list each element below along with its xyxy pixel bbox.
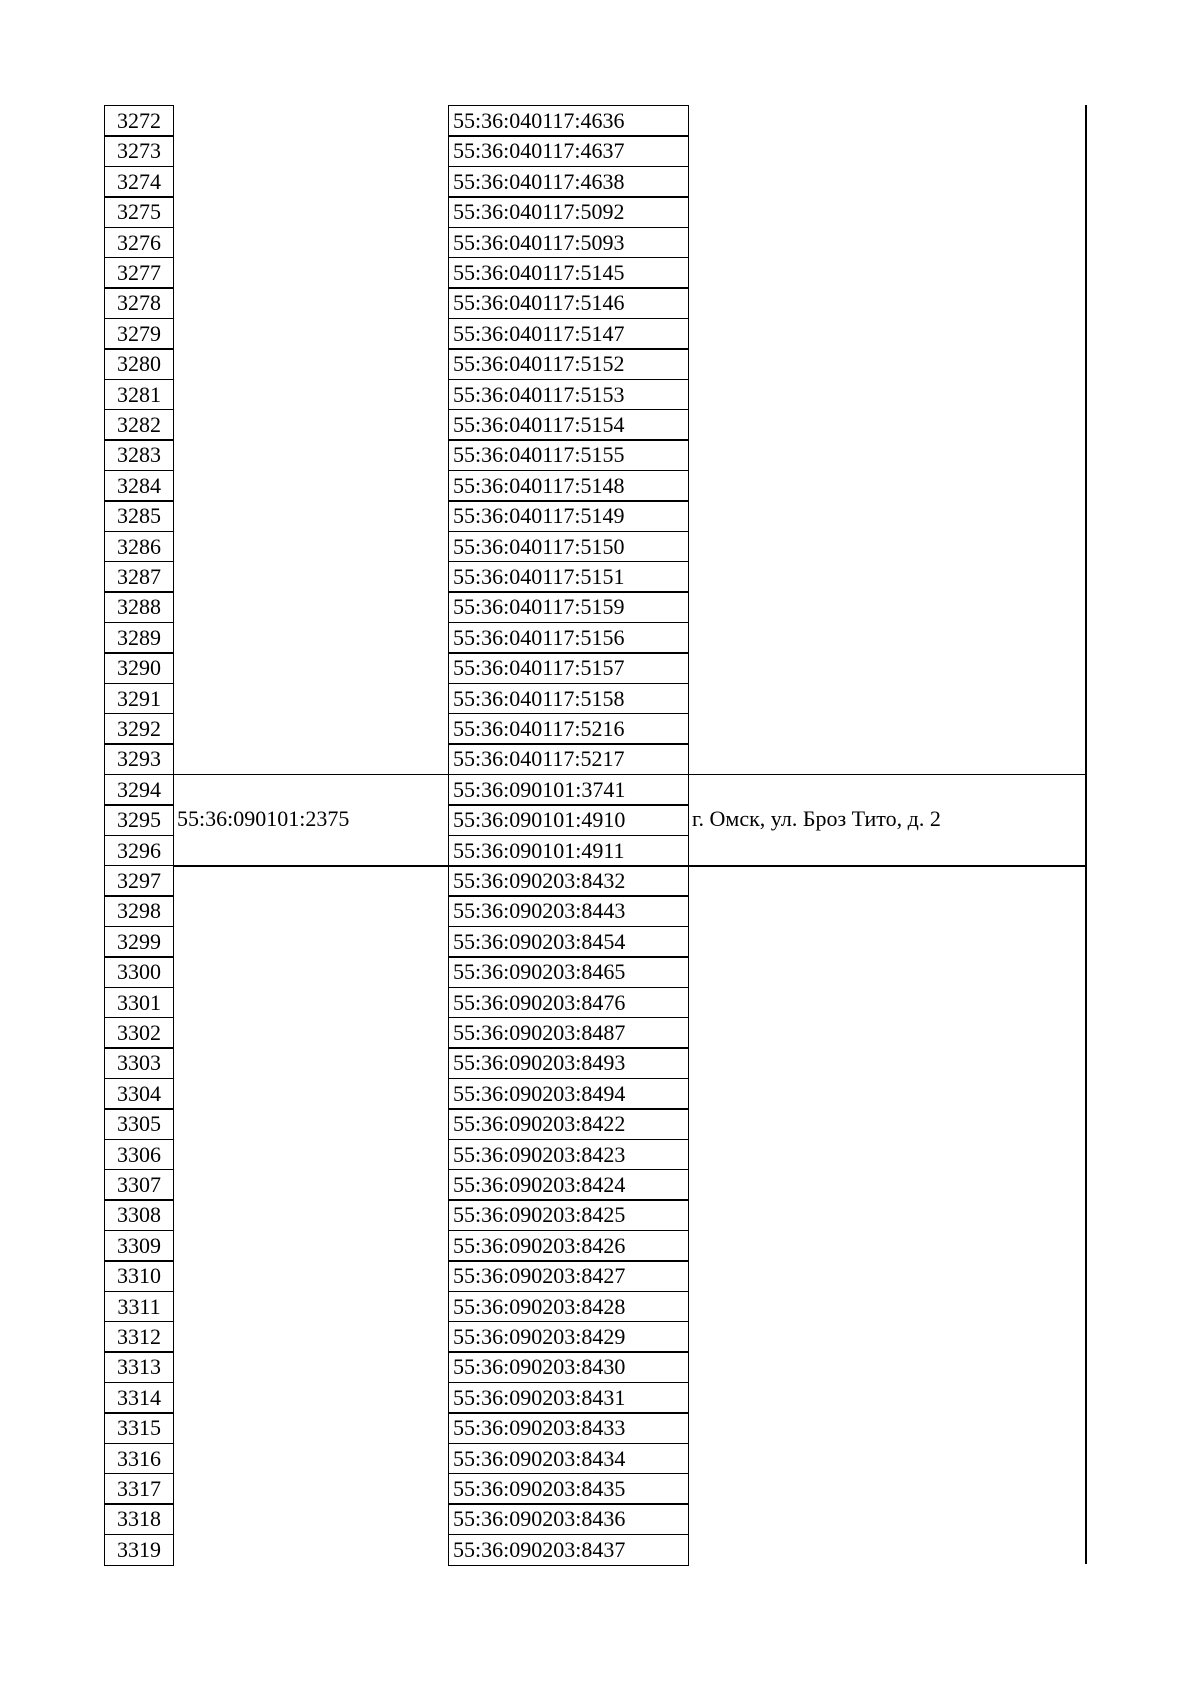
row-number-cell: 3288 [104, 591, 174, 623]
cadastral-number-cell: 55:36:090203:8425 [448, 1199, 689, 1231]
cadastral-number-cell: 55:36:090203:8437 [448, 1534, 689, 1566]
row-number-cell: 3317 [104, 1473, 174, 1505]
cadastral-number-cell: 55:36:090203:8494 [448, 1078, 689, 1110]
cadastral-number-cell: 55:36:040117:5157 [448, 652, 689, 684]
cadastral-number-cell: 55:36:090203:8428 [448, 1291, 689, 1323]
cadastral-number-cell: 55:36:090203:8432 [448, 865, 689, 897]
cadastral-number-cell: 55:36:090203:8427 [448, 1260, 689, 1292]
row-number-cell: 3301 [104, 987, 174, 1019]
row-number-cell: 3275 [104, 196, 174, 228]
row-number-cell: 3313 [104, 1351, 174, 1383]
row-number-cell: 3276 [104, 227, 174, 259]
cadastral-number-cell: 55:36:040117:5155 [448, 439, 689, 471]
row-number-cell: 3286 [104, 531, 174, 563]
cadastral-number-cell: 55:36:090203:8423 [448, 1139, 689, 1171]
cadastral-number-cell: 55:36:040117:4636 [448, 105, 689, 137]
row-number-cell: 3298 [104, 895, 174, 927]
cadastral-number-cell: 55:36:040117:5092 [448, 196, 689, 228]
cadastral-number-cell: 55:36:090203:8422 [448, 1108, 689, 1140]
row-number-cell: 3296 [104, 835, 174, 867]
row-number-cell: 3293 [104, 743, 174, 775]
row-number-cell: 3306 [104, 1139, 174, 1171]
row-number-cell: 3274 [104, 166, 174, 198]
row-number-cell: 3292 [104, 713, 174, 745]
cadastral-number-cell: 55:36:040117:5147 [448, 318, 689, 350]
cadastral-number-cell: 55:36:040117:5150 [448, 531, 689, 563]
cadastral-number-cell: 55:36:090203:8435 [448, 1473, 689, 1505]
row-number-cell: 3287 [104, 561, 174, 593]
row-number-cell: 3308 [104, 1199, 174, 1231]
cadastral-number-cell: 55:36:040117:5154 [448, 409, 689, 441]
row-number-cell: 3302 [104, 1017, 174, 1049]
row-number-cell: 3273 [104, 135, 174, 167]
row-number-cell: 3314 [104, 1382, 174, 1414]
cadastral-number-cell: 55:36:040117:4637 [448, 135, 689, 167]
row-number-cell: 3284 [104, 470, 174, 502]
cadastral-number-cell: 55:36:040117:5149 [448, 500, 689, 532]
row-number-cell: 3285 [104, 500, 174, 532]
row-number-cell: 3305 [104, 1108, 174, 1140]
row-number-cell: 3277 [104, 257, 174, 289]
merged-block-bottom-border [174, 865, 1085, 867]
row-number-cell: 3307 [104, 1169, 174, 1201]
row-number-cell: 3311 [104, 1291, 174, 1323]
row-number-cell: 3312 [104, 1321, 174, 1353]
cadastral-number-cell: 55:36:040117:5216 [448, 713, 689, 745]
merged-block-top-border [174, 774, 1085, 776]
cadastral-number-cell: 55:36:090203:8430 [448, 1351, 689, 1383]
cadastral-number-cell: 55:36:090203:8493 [448, 1047, 689, 1079]
row-number-cell: 3319 [104, 1534, 174, 1566]
cadastral-number-cell: 55:36:090203:8433 [448, 1412, 689, 1444]
row-number-cell: 3310 [104, 1260, 174, 1292]
cadastral-number-cell: 55:36:040117:5151 [448, 561, 689, 593]
cadastral-number-cell: 55:36:090203:8443 [448, 895, 689, 927]
cadastral-number-cell: 55:36:040117:5093 [448, 227, 689, 259]
row-number-cell: 3283 [104, 439, 174, 471]
cadastral-number-cell: 55:36:040117:5159 [448, 591, 689, 623]
cadastral-number-cell: 55:36:040117:5148 [448, 470, 689, 502]
cadastral-number-cell: 55:36:090101:4910 [448, 804, 689, 836]
row-number-cell: 3279 [104, 318, 174, 350]
cadastral-number-cell: 55:36:090203:8476 [448, 987, 689, 1019]
row-number-cell: 3294 [104, 774, 174, 806]
row-number-cell: 3309 [104, 1230, 174, 1262]
cadastral-number-cell: 55:36:090203:8426 [448, 1230, 689, 1262]
cadastral-number-cell: 55:36:090203:8434 [448, 1443, 689, 1475]
cadastral-number-cell: 55:36:040117:5145 [448, 257, 689, 289]
row-number-cell: 3295 [104, 804, 174, 836]
row-number-cell: 3280 [104, 348, 174, 380]
row-number-cell: 3290 [104, 652, 174, 684]
row-number-cell: 3297 [104, 865, 174, 897]
cadastral-number-cell: 55:36:040117:5158 [448, 683, 689, 715]
cadastral-number-cell: 55:36:090203:8465 [448, 956, 689, 988]
row-number-cell: 3315 [104, 1412, 174, 1444]
merged-address: г. Омск, ул. Броз Тито, д. 2 [692, 806, 941, 832]
merged-parcel-number: 55:36:090101:2375 [177, 806, 350, 832]
cadastral-number-cell: 55:36:090203:8424 [448, 1169, 689, 1201]
row-number-cell: 3303 [104, 1047, 174, 1079]
cadastral-number-cell: 55:36:040117:5152 [448, 348, 689, 380]
cadastral-number-cell: 55:36:040117:5156 [448, 622, 689, 654]
row-number-cell: 3299 [104, 926, 174, 958]
cadastral-number-cell: 55:36:040117:5153 [448, 379, 689, 411]
row-number-cell: 3304 [104, 1078, 174, 1110]
cadastral-number-cell: 55:36:040117:4638 [448, 166, 689, 198]
cadastral-number-cell: 55:36:090203:8487 [448, 1017, 689, 1049]
cadastral-number-cell: 55:36:090203:8454 [448, 926, 689, 958]
cadastral-number-cell: 55:36:040117:5217 [448, 743, 689, 775]
row-number-cell: 3318 [104, 1503, 174, 1535]
row-number-cell: 3316 [104, 1443, 174, 1475]
row-number-cell: 3289 [104, 622, 174, 654]
cadastral-number-cell: 55:36:040117:5146 [448, 287, 689, 319]
cadastral-number-cell: 55:36:090203:8431 [448, 1382, 689, 1414]
row-number-cell: 3282 [104, 409, 174, 441]
cadastral-number-cell: 55:36:090203:8436 [448, 1503, 689, 1535]
row-number-cell: 3291 [104, 683, 174, 715]
row-number-cell: 3278 [104, 287, 174, 319]
cadastral-number-cell: 55:36:090101:3741 [448, 774, 689, 806]
cadastral-number-cell: 55:36:090101:4911 [448, 835, 689, 867]
row-number-cell: 3281 [104, 379, 174, 411]
cadastral-number-cell: 55:36:090203:8429 [448, 1321, 689, 1353]
row-number-cell: 3272 [104, 105, 174, 137]
row-number-cell: 3300 [104, 956, 174, 988]
table-right-border [1085, 105, 1087, 1564]
